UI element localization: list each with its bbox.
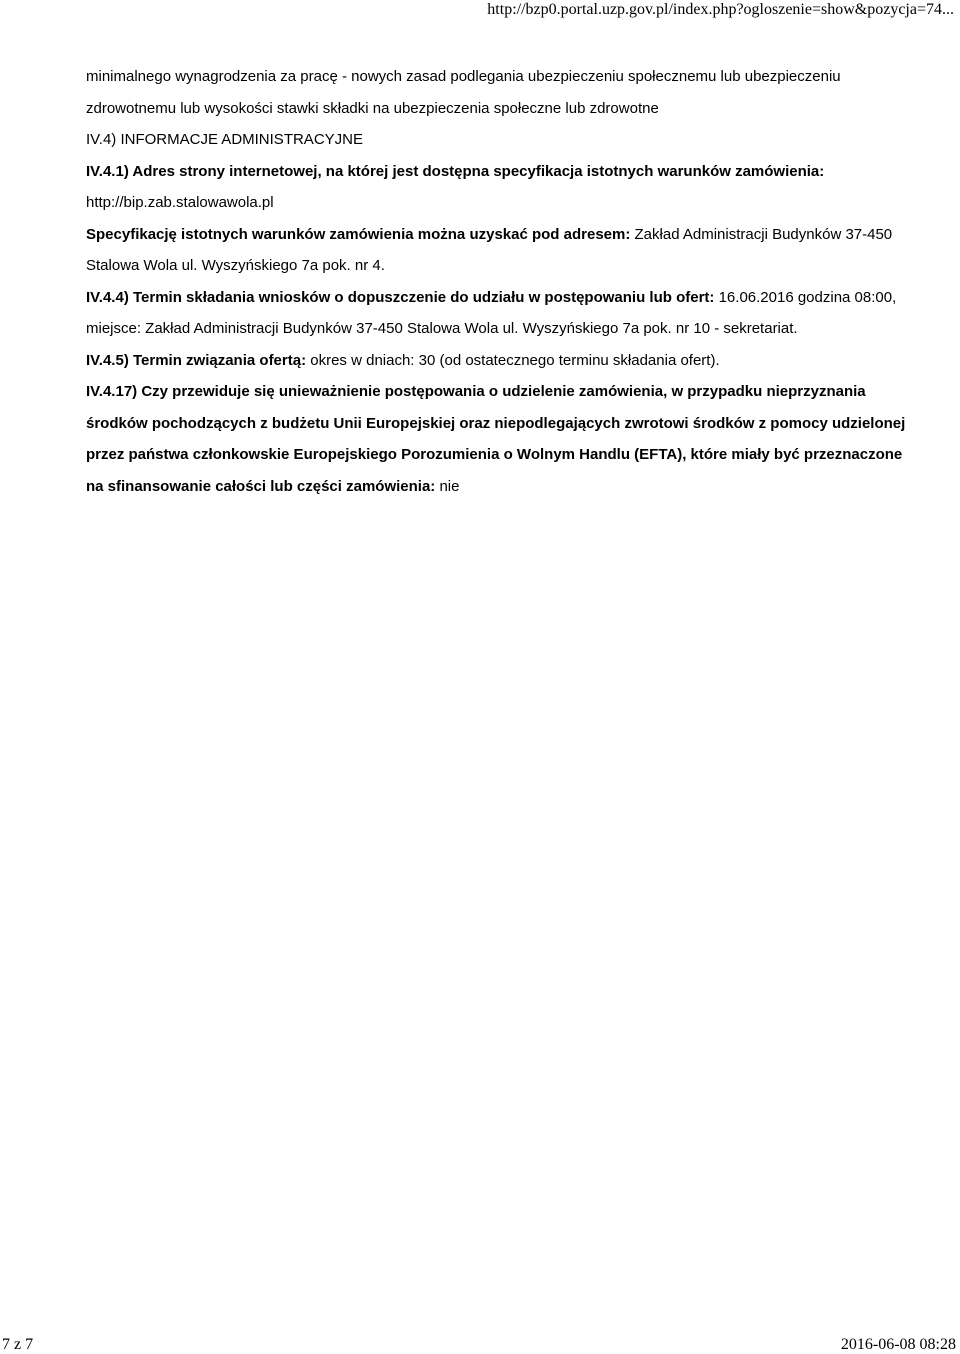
specification-address-value: Zakład Administracji Budynków 37-450 Stalowa Wola ul. Wyszyńskiego 7a pok. nr 4.	[86, 225, 893, 274]
section-iv-4-4-value: 16.06.2016 godzina 08:00, miejsce: Zakład Administracji Budynków 37-450 Stalowa Wola ul. Wyszyńskiego 7a pok. nr 10 - sekretariat.	[86, 288, 897, 337]
section-iv-4-17-label: IV.4.17) Czy przewiduje się unieważnienie postępowania o udzielenie zamówienia, w przypadku nieprzyznania środków pochodzących z budżetu Unii Europejskiej oraz niepodlegających zwrotowi środków z pomocy udzielonej przez państwa członkowskie Europejskiego Porozumienia o Wolnym Handlu (EFTA), które miały być przeznaczone na sfinansowanie całości lub części zamówienia:	[86, 383, 906, 495]
section-iv-4-1-label: IV.4.1) Adres strony internetowej, na której jest dostępna specyfikacja istotnych warunków zamówienia:	[86, 162, 825, 180]
specification-address-label: Specyfikację istotnych warunków zamówienia można uzyskać pod adresem:	[86, 225, 631, 243]
section-iv-4-4-label: IV.4.4) Termin składania wniosków o dopuszczenie do udziału w postępowaniu lub ofert:	[86, 288, 715, 306]
section-iv-4-4	[86, 282, 906, 345]
section-iv-4-1	[86, 156, 906, 219]
section-iv-4-5-value: okres w dniach: 30 (od ostatecznego terminu składania ofert).	[310, 351, 720, 369]
section-heading: IV.4) INFORMACJE ADMINISTRACYJNE	[86, 131, 363, 148]
section-iv-4-5-label: IV.4.5) Termin związania ofertą:	[86, 351, 307, 369]
section-iv-4-1-value: http://bip.zab.stalowawola.pl	[86, 194, 274, 211]
section-iv-4-17	[86, 376, 906, 502]
page-url-header: http://bzp0.portal.uzp.gov.pl/index.php?ogloszenie=show&pozycja=74...	[487, 1, 954, 18]
intro-text: minimalnego wynagrodzenia za pracę - nowych zasad podlegania ubezpieczeniu społecznemu lub ubezpieczeniu zdrowotnemu lub wysokości stawki składki na ubezpieczenia społeczne lub zdrowotne	[86, 68, 841, 117]
section-iv-4-17-value: nie	[439, 477, 460, 495]
page-number: 7 z 7	[2, 1336, 34, 1353]
specification-address	[86, 219, 906, 282]
print-datetime: 2016-06-08 08:28	[840, 1336, 956, 1353]
section-iv-4-5	[86, 345, 906, 377]
document-body	[86, 61, 906, 502]
